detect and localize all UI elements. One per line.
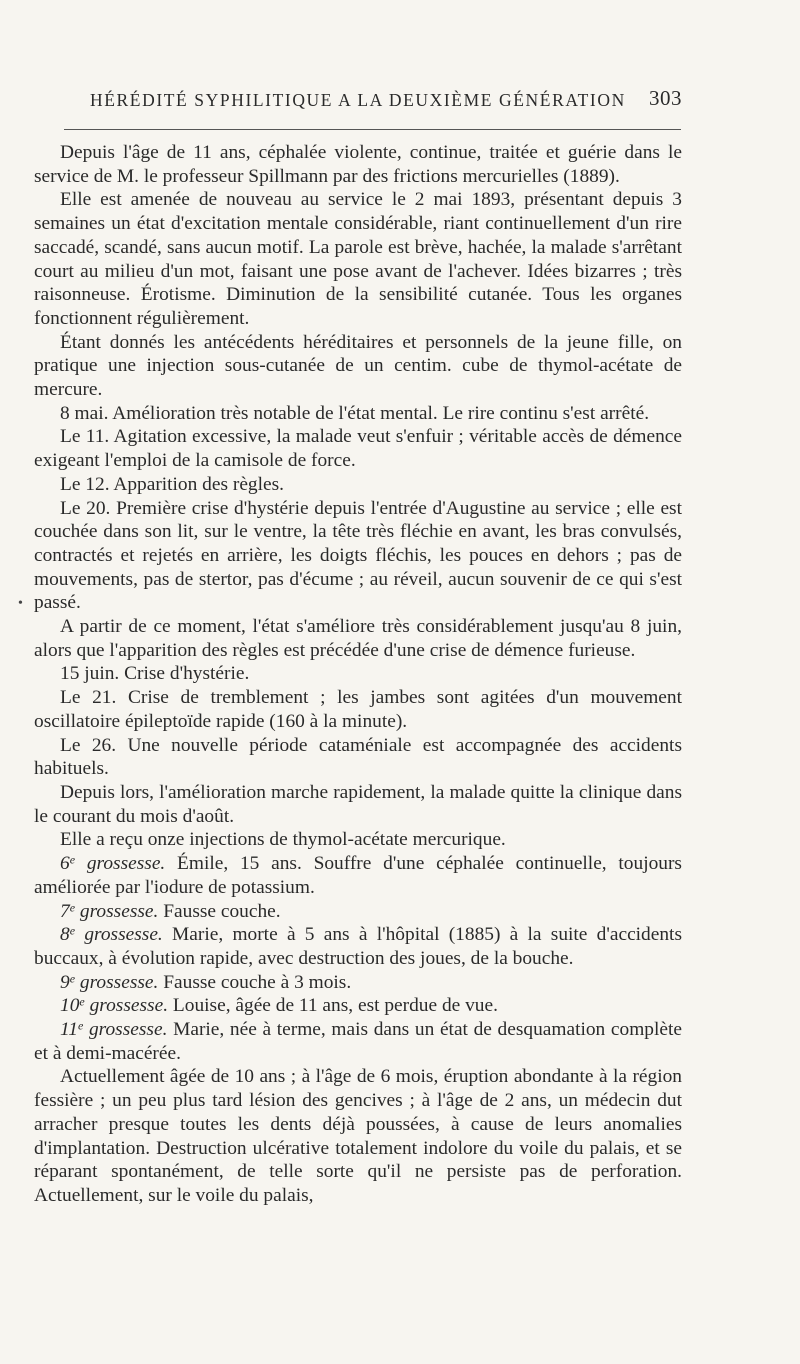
paragraph-text: Elle est amenée de nouveau au service le 2 mai 1893, présentant depuis 3 semaines un état d'excitation mentale considérable, riant continuellement d'un rire saccadé, scandé, sans aucun motif. La parole est brève, hachée, la malade s'arrêtant court au milieu d'un mot, faisant une pose avant de l'achever. Idées bizarres ; très raisonneuse. Érotisme. Diminution de la sensibilité cutanée. Tous les organes fonctionnent régulièrement.: [34, 189, 682, 329]
paragraph-text: Émile, 15 ans. Souffre d'une céphalée continuelle, toujours améliorée par l'iodure de potassium.: [34, 853, 682, 898]
paragraph: [34, 781, 682, 828]
paragraph-text: Louise, âgée de 11 ans, est perdue de vue.: [172, 995, 498, 1017]
running-title: HÉRÉDITÉ SYPHILITIQUE A LA DEUXIÈME GÉNÉRATION: [90, 90, 626, 110]
pregnancy-label: grossesse.: [79, 971, 159, 993]
pregnancy-label: grossesse.: [84, 924, 163, 946]
pregnancy-number: 6: [60, 853, 70, 875]
header-rule: [64, 129, 681, 130]
pregnancy-label: grossesse.: [79, 900, 159, 922]
paragraph: [34, 425, 682, 472]
paragraph: [34, 686, 682, 733]
paragraph: [34, 662, 682, 686]
paragraph-text: Le 20. Première crise d'hystérie depuis l'entrée d'Augustine au service ; elle est couchée dans son lit, sur le ventre, la tête très fléchie en avant, les bras convulsés, contractés et rejetés en arrière, les doigts fléchis, les pouces en dehors ; pas de mouvements, pas de stertor, pas d'écume ; au réveil, aucun souvenir de ce qui s'est passé.: [34, 497, 682, 614]
pregnancy-entry: [34, 971, 682, 995]
paragraph-text: Elle a reçu onze injections de thymol-acétate mercurique.: [60, 829, 506, 851]
pregnancy-number: 11: [60, 1019, 78, 1041]
paragraph-text: Le 21. Crise de tremblement ; les jambes sont agitées d'un mouvement oscillatoire épileptoïde rapide (160 à la minute).: [34, 687, 682, 732]
paragraph: [34, 402, 682, 426]
body-text: [34, 141, 682, 1208]
paragraph-text: Le 12. Apparition des règles.: [60, 473, 285, 495]
pregnancy-entry: [34, 994, 682, 1018]
paragraph: [34, 828, 682, 852]
paragraph-text: Marie, morte à 5 ans à l'hôpital (1885) à la suite d'accidents buccaux, à évolution rapide, avec destruction des joues, de la bouche.: [34, 924, 682, 969]
pregnancy-number: 8: [60, 924, 70, 946]
paragraph: [34, 473, 682, 497]
page-number: 303: [649, 86, 682, 110]
ordinal-suffix: e: [69, 900, 76, 915]
ordinal-suffix: e: [79, 994, 85, 1009]
pregnancy-label: grossesse.: [88, 1019, 168, 1041]
pregnancy-number: 9: [60, 971, 70, 993]
pregnancy-number: 7: [60, 900, 70, 922]
paragraph-text: Fausse couche.: [163, 900, 281, 922]
ordinal-suffix: e: [69, 852, 76, 867]
paragraph: [34, 188, 682, 330]
paragraph-text: Fausse couche à 3 mois.: [163, 971, 352, 993]
paragraph-text: A partir de ce moment, l'état s'améliore très considérablement jusqu'au 8 juin, alors que l'apparition des règles est précédée d'une crise de démence furieuse.: [34, 616, 682, 661]
pregnancy-label: grossesse.: [86, 853, 166, 875]
paragraph-text: 8 mai. Amélioration très notable de l'état mental. Le rire continu s'est arrêté.: [60, 402, 650, 424]
paragraph-text: Depuis lors, l'amélioration marche rapidement, la malade quitte la clinique dans le courant du mois d'août.: [34, 781, 682, 827]
paragraph: [34, 331, 682, 402]
pregnancy-entry: [34, 1018, 682, 1065]
paragraph: [34, 141, 682, 188]
pregnancy-entry: [34, 923, 682, 970]
paragraph-text: Le 26. Une nouvelle période cataméniale est accompagnée des accidents habituels.: [34, 734, 682, 780]
pregnancy-entry: [34, 900, 682, 924]
pregnancy-entry: [34, 852, 682, 899]
margin-mark: •: [18, 596, 23, 611]
pregnancy-number: 10: [60, 995, 80, 1017]
paragraph-text: Étant donnés les antécédents héréditaires et personnels de la jeune fille, on pratique une injection sous-cutanée de un centim. cube de thymol-acétate de mercure.: [34, 331, 682, 401]
paragraph: [34, 497, 682, 616]
paragraph: [34, 615, 682, 662]
ordinal-suffix: e: [69, 971, 76, 986]
paragraph: [34, 734, 682, 781]
page-header: [34, 86, 682, 116]
paragraph-text: 15 juin. Crise d'hystérie.: [60, 663, 250, 685]
ordinal-suffix: e: [69, 923, 76, 938]
paragraph: [34, 1065, 682, 1207]
paragraph-text: Actuellement âgée de 10 ans ; à l'âge de 6 mois, éruption abondante à la région fessière ; un peu plus tard lésion des gencives ; à l'âge de 2 ans, un médecin dut arracher presque toutes les dents déjà poussées, à cause de leurs anomalies d'implantation. Destruction ulcérative totalement indolore du voile du palais, et se réparant spontanément, de telle sorte qu'il ne persiste pas de perforation. Actuellement, sur le voile du palais,: [34, 1066, 682, 1206]
paragraph-text: Marie, née à terme, mais dans un état de desquamation complète et à demi-macérée.: [34, 1019, 682, 1064]
paragraph-text: Le 11. Agitation excessive, la malade veut s'enfuir ; véritable accès de démence exigeant l'emploi de la camisole de force.: [34, 426, 682, 472]
ordinal-suffix: e: [77, 1018, 84, 1033]
pregnancy-label: grossesse.: [89, 995, 169, 1017]
paragraph-text: Depuis l'âge de 11 ans, céphalée violente, continue, traitée et guérie dans le service de M. le professeur Spillmann par des frictions mercurielles (1889).: [34, 142, 682, 187]
